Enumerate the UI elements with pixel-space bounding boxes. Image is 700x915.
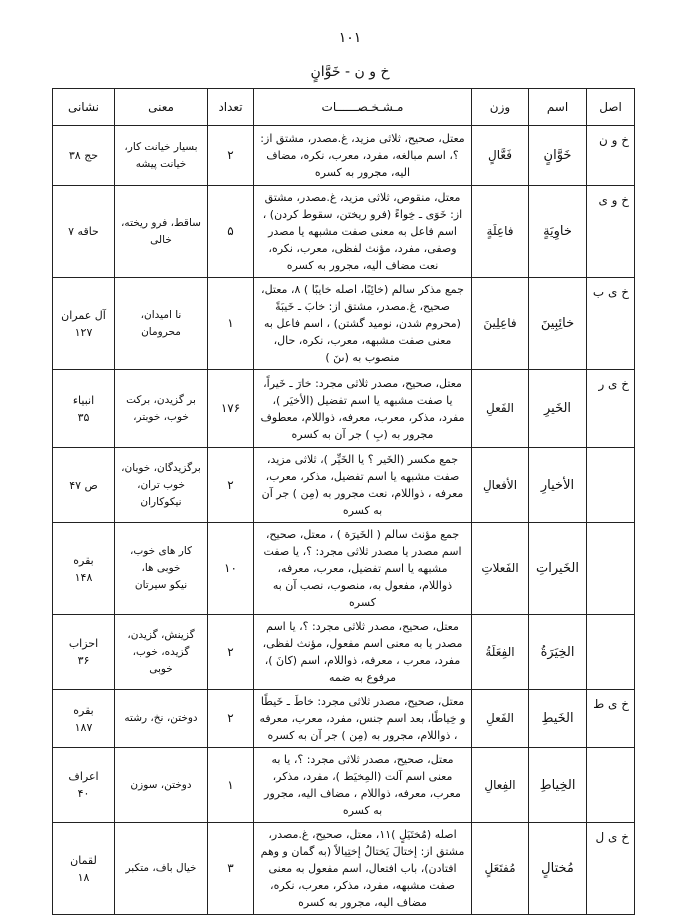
noun-cell: الخِيَرَةُ [529, 615, 587, 690]
weight-cell: الفَعلِ [472, 370, 529, 448]
table-row [53, 448, 635, 523]
table-row [53, 278, 635, 370]
noun-cell: الخِياطِ [529, 748, 587, 823]
meaning-line: نيكو سيرتان [134, 579, 188, 591]
meaning-line: ساقط، فرو ريخته، [121, 216, 201, 229]
meaning-line: گزيده، خوب، خوبى [132, 645, 190, 675]
count-cell: ۵ [208, 186, 254, 278]
header-count: تعداد [208, 89, 254, 126]
noun-cell: خاوِيَةٍ [529, 186, 587, 278]
meaning-cell [115, 690, 208, 748]
meaning-cell [115, 615, 208, 690]
reference-cell [53, 448, 115, 523]
root-cell [587, 615, 635, 690]
specs-cell: جمع مكسر (الخَير ؟ يا الخَيِّر )، ثلاثى مزيد، صفت مشبهه يا اسم تفضيل، مذكر، معرب، معرفه ، ذواللام، نعت مجرور به (مِن ) جر آن به كسره [254, 448, 472, 523]
meaning-line: خيال باف، متكبر [125, 862, 197, 874]
meaning-cell [115, 126, 208, 186]
specs-cell: معتل، صحيح، مصدر ثلاثى مجرد: خارَ ـ خَيراً، يا صفت مشبهه يا اسم تفضيل (الأخيَر )، مفرد، مذكر، معرب، معرفه، ذواللام، معطوف مجرور به (بِ ) جر آن به كسره [254, 370, 472, 448]
reference-line: ص ۴۷ [69, 478, 98, 492]
meaning-line: نا اميدان، محرومان [140, 308, 182, 338]
root-cell [587, 523, 635, 615]
count-cell: ۱۰ [208, 523, 254, 615]
meaning-line: خالى [150, 233, 172, 246]
root-cell: خ و ى [587, 186, 635, 278]
count-cell: ۲ [208, 690, 254, 748]
table-row [53, 748, 635, 823]
specs-cell: معتل، صحيح، مصدر ثلاثى مجرد: خاطَ ـ خَيطًا و خِياطًا، بعد اسم جنس، مفرد، معرب، معرفه ، ذواللام، مجرور به (مِن ) جر آن به كسره [254, 690, 472, 748]
specs-cell: معتل، صحيح، ثلاثى مزيد، غ.مصدر، مشتق از: ؟، اسم مبالغه، مفرد، معرب، نكره، مضاف اليه، مجرور به كسره [254, 126, 472, 186]
meaning-line: كار هاى خوب، [129, 545, 193, 557]
noun-cell: خَوَّانٍ [529, 126, 587, 186]
root-cell [587, 748, 635, 823]
table-row [53, 615, 635, 690]
noun-cell: الخَيرِ [529, 370, 587, 448]
meaning-line: نيكوكاران [140, 495, 182, 508]
table-row [53, 690, 635, 748]
specs-cell: معتل، منقوص، ثلاثى مزيد، غ.مصدر، مشتق از: خَوَى ـ خِواءً (فرو ريختن، سقوط كردن) ، اسم فاعل به معنى صفت مشبهه يا مصدر وصفى، مفرد، مؤنث لفظى، معرب، نكره، نعت مضاف اليه، مجرور به كسره [254, 186, 472, 278]
reference-line: حج ۳۸ [68, 149, 99, 162]
header-specs: مـشـخـصــــــات [254, 89, 472, 126]
meaning-cell [115, 370, 208, 448]
reference-line: لقمان [70, 853, 97, 867]
reference-line: ۱۸ [77, 870, 90, 884]
header-root: اصل [587, 89, 635, 126]
count-cell: ۳ [208, 823, 254, 915]
table-header-row [53, 89, 635, 126]
specs-cell: جمع مؤنث سالم ( الخَيرَة ) ، معتل، صحيح، اسم مصدر يا مصدر ثلاثى مجرد: ؟، يا صفت مشبهه يا اسم تفضيل، معرب، معرفه، ذواللام، مفعول به، منصوب، نصب آن به كسره [254, 523, 472, 615]
table-row [53, 523, 635, 615]
meaning-line: خيانت پيشه [135, 157, 187, 170]
specs-cell: اصله (مُختَيَلٍ )۱۱، معتل، صحيح، غ.مصدر، مشتق از: إختالَ يَختالُ إختِيالاً (به گمان و وهم افتادن)، باب افتعال، اسم مفعول به معنى صفت مشبهه، مفرد، مذكر، معرب، نكره، مضاف اليه، مجرور به كسره [254, 823, 472, 915]
specs-cell: معتل، صحيح، مصدر ثلاثى مجرد: ؟، يا اسم مصدر يا به معنى اسم مفعول، مؤنث لفظى، مفرد، معرب ، معرفه، ذواللام، اسم (كانَ )، مرفوع به ضمه [254, 615, 472, 690]
header-reference: نشانى [53, 89, 115, 126]
table-row [53, 823, 635, 915]
specs-cell: جمع مذكر سالم (خائِبًا، اصله خايبًا ) ۸، معتل، صحيح، غ.مصدر، مشتق از: خابَ ـ خَيبَةً (محروم شدن، نوميد گشتن) ، اسم فاعل به معنى صفت مشبهه، معرب، نكره، حال، منصوب به (ىنَ ) [254, 278, 472, 370]
count-cell: ۱۷۶ [208, 370, 254, 448]
weight-cell: الفِعَلَةُ [472, 615, 529, 690]
reference-line: ۱۸۷ [74, 720, 93, 734]
reference-line: ۱۴۸ [74, 570, 93, 584]
noun-cell: الأخيارِ [529, 448, 587, 523]
weight-cell: الفَعلاتِ [472, 523, 529, 615]
count-cell: ۲ [208, 126, 254, 186]
reference-cell [53, 615, 115, 690]
page-number: ۱۰۱ [338, 30, 362, 46]
noun-cell: خائِبِينَ [529, 278, 587, 370]
count-cell: ۱ [208, 278, 254, 370]
reference-cell [53, 523, 115, 615]
root-cell: خ ى ر [587, 370, 635, 448]
reference-line: ۳۶ [77, 654, 90, 667]
root-cell: خ ى ب [587, 278, 635, 370]
specs-cell: معتل، صحيح، مصدر ثلاثى مجرد: ؟، يا به معنى اسم آلت (المِخيَط )، مفرد، مذكر، معرب، معرفه، ذواللام ، مضاف اليه، مجرور به كسره [254, 748, 472, 823]
reference-cell [53, 823, 115, 915]
header-noun: اسم [529, 89, 587, 126]
noun-cell: مُختالٍ [529, 823, 587, 915]
header-weight: وزن [472, 89, 529, 126]
meaning-line: خوبى ها، [141, 562, 181, 574]
header-meaning: معنى [115, 89, 208, 126]
table-row [53, 126, 635, 186]
root-cell: خ و ن [587, 126, 635, 186]
reference-cell [53, 186, 115, 278]
meaning-line: بسيار خيانت كار، [124, 140, 198, 153]
reference-line: حاقه ۷ [68, 225, 99, 238]
root-cell: خ ى ل [587, 823, 635, 915]
reference-line: ۱۲۷ [74, 325, 93, 339]
reference-cell [53, 690, 115, 748]
meaning-cell [115, 823, 208, 915]
page-title: خ و ن - خَوَّانٍ [310, 64, 390, 80]
meaning-line: دوختن، نخ، رشته [124, 712, 198, 724]
root-cell: خ ى ط [587, 690, 635, 748]
table-row [53, 186, 635, 278]
reference-line: ۳۵ [77, 410, 90, 424]
weight-cell: الفِعالِ [472, 748, 529, 823]
reference-line: آل عمران [61, 308, 106, 322]
root-cell [587, 448, 635, 523]
meaning-line: بر گزيدن، بركت [126, 393, 196, 406]
reference-cell [53, 748, 115, 823]
meaning-cell [115, 448, 208, 523]
weight-cell: الفَعلِ [472, 690, 529, 748]
meaning-line: گزينش، گزيدن، [127, 628, 195, 641]
meaning-line: برگزيدگان، خوبان، [121, 461, 201, 474]
weight-cell: مُفتَعَلٍ [472, 823, 529, 915]
count-cell: ۱ [208, 748, 254, 823]
noun-cell: الخَيطِ [529, 690, 587, 748]
meaning-line: خوب، خوبتر، [133, 410, 189, 423]
meaning-cell [115, 186, 208, 278]
table-row [53, 370, 635, 448]
meaning-line: دوختن، سوزن [130, 778, 192, 791]
meaning-cell [115, 278, 208, 370]
weight-cell: فَعَّالٍ [472, 126, 529, 186]
reference-line: انبياء [72, 393, 95, 407]
meaning-cell [115, 748, 208, 823]
reference-line: بقره [73, 703, 94, 717]
meaning-cell [115, 523, 208, 615]
noun-cell: الخَيراتِ [529, 523, 587, 615]
meaning-line: خوب تران، [137, 478, 185, 491]
count-cell: ۲ [208, 615, 254, 690]
weight-cell: فاعِلَةٍ [472, 186, 529, 278]
reference-line: احزاب [68, 637, 99, 650]
reference-line: ۴۰ [77, 787, 90, 800]
reference-line: بقره [73, 553, 94, 567]
weight-cell: الأفعالِ [472, 448, 529, 523]
lexicon-table [52, 88, 635, 915]
count-cell: ۲ [208, 448, 254, 523]
weight-cell: فاعِلِينَ [472, 278, 529, 370]
reference-cell [53, 278, 115, 370]
reference-cell [53, 126, 115, 186]
reference-cell [53, 370, 115, 448]
reference-line: اعراف [68, 770, 99, 783]
